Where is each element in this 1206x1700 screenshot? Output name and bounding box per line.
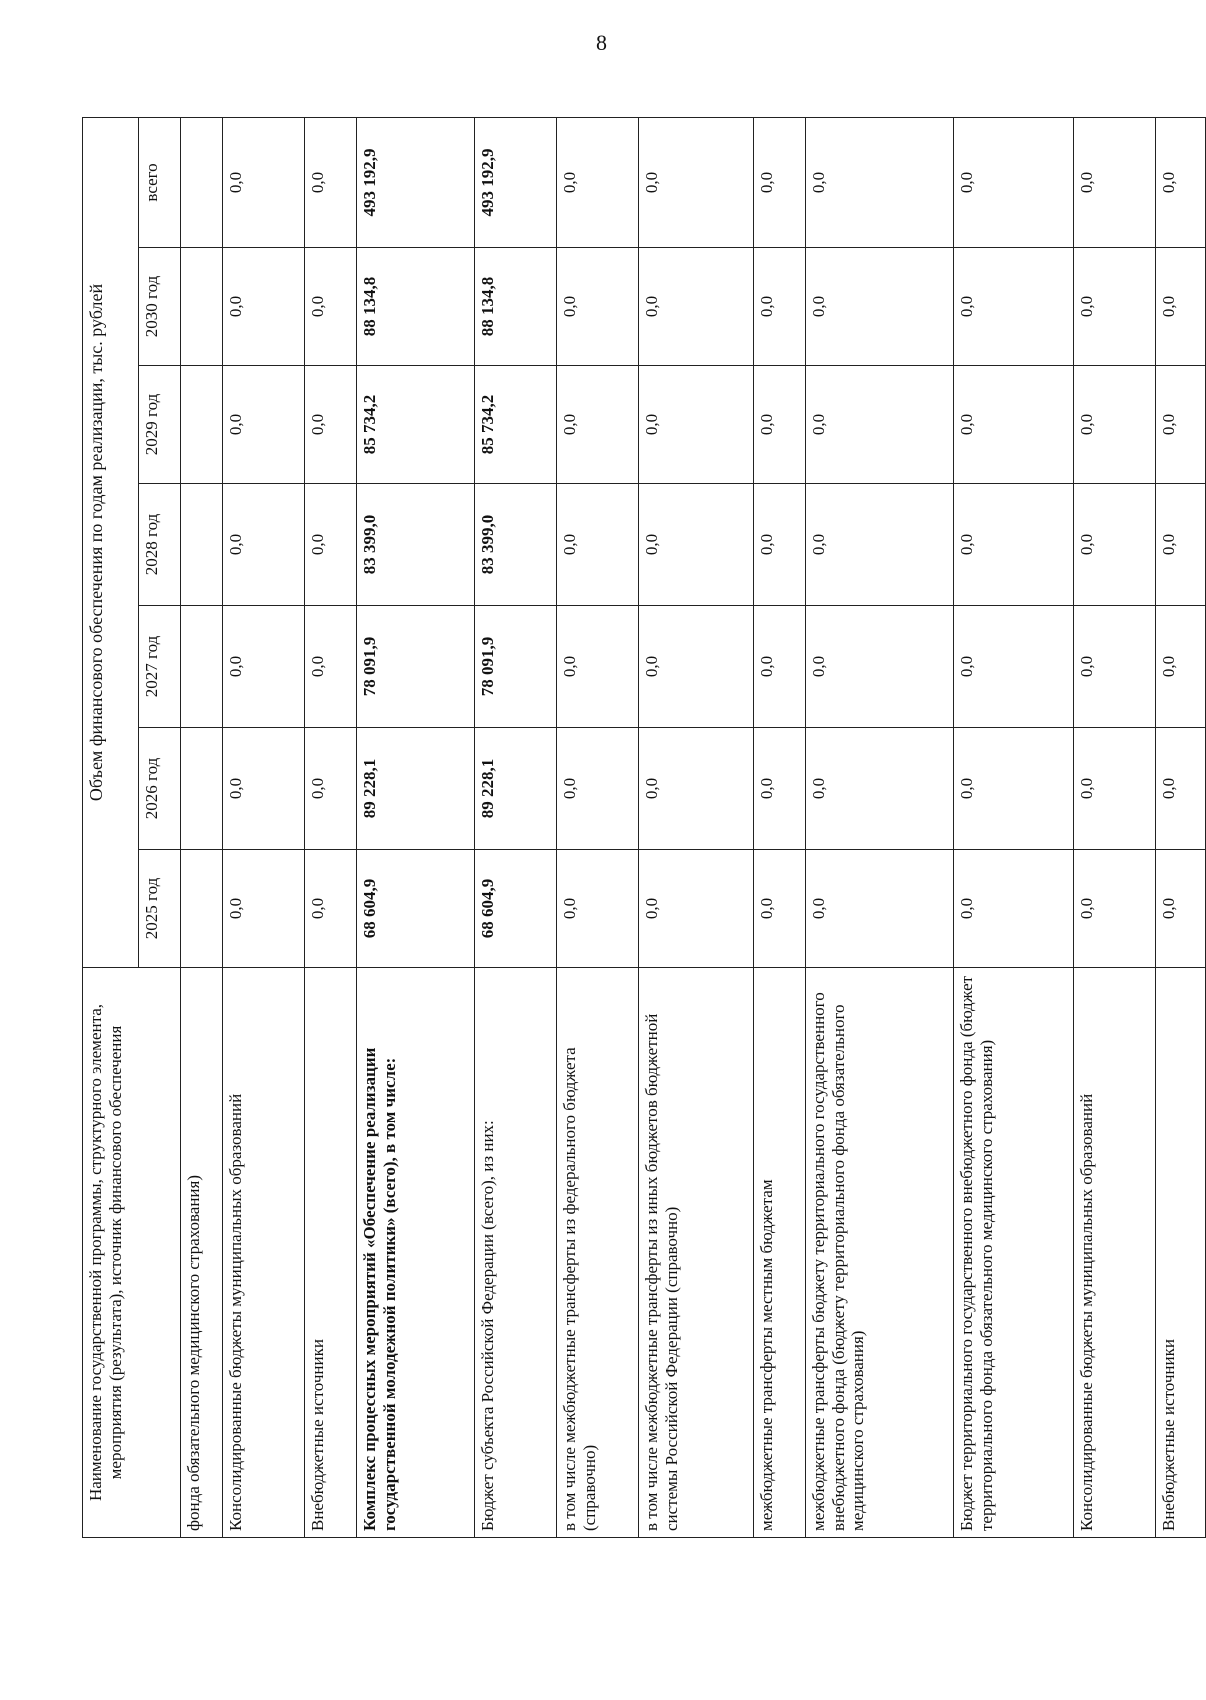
row-value-cell: 0,0 [1156,484,1206,606]
table-row [1156,117,1206,1537]
row-value-cell: 0,0 [305,484,357,606]
row-value-cell: 0,0 [754,366,806,484]
row-value-cell [181,484,223,606]
header-year-2027: 2027 год [139,606,181,728]
row-value-cell: 0,0 [954,484,1074,606]
page-number: 8 [596,30,607,55]
row-value-cell: 0,0 [754,484,806,606]
row-value-cell: 0,0 [754,117,806,247]
row-value-cell [181,606,223,728]
row-value-cell: 0,0 [639,366,754,484]
row-value-cell: 0,0 [557,728,639,850]
row-value-cell: 0,0 [223,606,305,728]
financing-table [82,117,1206,1538]
row-name-cell: Внебюджетные источники [305,968,357,1538]
row-value-cell: 0,0 [223,248,305,366]
row-value-cell: 0,0 [1156,366,1206,484]
header-year-2025: 2025 год [139,850,181,968]
row-value-cell: 0,0 [1074,728,1156,850]
header-year-2029: 2029 год [139,366,181,484]
row-value-cell: 0,0 [305,366,357,484]
row-value-cell: 0,0 [639,850,754,968]
row-value-cell: 0,0 [954,728,1074,850]
row-value-cell: 0,0 [1156,117,1206,247]
row-value-cell: 68 604,9 [357,850,475,968]
row-value-cell [181,728,223,850]
row-name-cell: межбюджетные трансферты местным бюджетам [754,968,806,1538]
row-value-cell: 0,0 [557,484,639,606]
row-value-cell [181,248,223,366]
row-value-cell [181,366,223,484]
row-value-cell: 0,0 [954,606,1074,728]
row-value-cell: 0,0 [954,366,1074,484]
row-value-cell: 0,0 [223,366,305,484]
header-financing-group: Объем финансового обеспечения по годам реализации, тыс. рублей [83,117,139,967]
row-value-cell: 493 192,9 [475,117,557,247]
row-value-cell: 89 228,1 [357,728,475,850]
table-row [1074,117,1156,1537]
row-name-cell: Внебюджетные источники [1156,968,1206,1538]
row-value-cell: 0,0 [1156,606,1206,728]
row-value-cell: 78 091,9 [357,606,475,728]
row-value-cell [181,117,223,247]
row-name-cell: межбюджетные трансферты бюджету территориального государственного внебюджетного фонда (бюджету территориального фонда обязательного медицинского страхования) [806,968,954,1538]
header-total: всего [139,117,181,247]
row-value-cell: 0,0 [806,366,954,484]
row-value-cell: 0,0 [639,728,754,850]
row-value-cell: 83 399,0 [475,484,557,606]
row-value-cell: 0,0 [639,248,754,366]
row-value-cell: 68 604,9 [475,850,557,968]
row-value-cell: 0,0 [1074,850,1156,968]
row-value-cell: 0,0 [754,606,806,728]
table-row [557,117,639,1537]
row-name-cell: Консолидированные бюджеты муниципальных образований [1074,968,1156,1538]
row-value-cell: 85 734,2 [475,366,557,484]
row-value-cell: 0,0 [1156,850,1206,968]
table-row [223,117,305,1537]
row-name-cell: фонда обязательного медицинского страхования) [181,968,223,1538]
row-name-cell: Комплекс процессных мероприятий «Обеспечение реализации государственной молодежной политики» (всего), в том числе: [357,968,475,1538]
row-value-cell: 0,0 [806,248,954,366]
row-value-cell: 0,0 [557,248,639,366]
table-row [357,117,475,1537]
row-name-cell: Консолидированные бюджеты муниципальных образований [223,968,305,1538]
row-value-cell: 83 399,0 [357,484,475,606]
row-value-cell: 85 734,2 [357,366,475,484]
header-year-2026: 2026 год [139,728,181,850]
table-row [475,117,557,1537]
row-value-cell: 0,0 [639,606,754,728]
row-value-cell: 0,0 [557,117,639,247]
table-row [954,117,1074,1537]
row-value-cell: 0,0 [223,117,305,247]
table-row [639,117,754,1537]
table-frame [82,118,1178,1538]
row-value-cell: 0,0 [305,728,357,850]
row-value-cell: 88 134,8 [475,248,557,366]
header-row-group [83,117,139,1537]
table-body [181,117,1206,1537]
row-value-cell: 0,0 [754,850,806,968]
row-value-cell: 0,0 [806,484,954,606]
row-value-cell: 0,0 [305,850,357,968]
table-row [305,117,357,1537]
row-value-cell: 0,0 [305,248,357,366]
row-value-cell: 0,0 [223,484,305,606]
row-value-cell: 0,0 [954,117,1074,247]
row-value-cell: 0,0 [1156,248,1206,366]
row-value-cell: 88 134,8 [357,248,475,366]
table-row [181,117,223,1537]
row-value-cell: 0,0 [1074,117,1156,247]
row-value-cell: 0,0 [806,728,954,850]
table-row [754,117,806,1537]
row-value-cell: 0,0 [806,606,954,728]
row-value-cell: 0,0 [806,117,954,247]
row-value-cell: 0,0 [639,484,754,606]
header-year-2028: 2028 год [139,484,181,606]
row-value-cell: 0,0 [754,248,806,366]
row-value-cell: 0,0 [223,850,305,968]
row-name-cell: Бюджет субъекта Российской Федерации (всего), из них: [475,968,557,1538]
row-value-cell: 0,0 [557,366,639,484]
row-value-cell: 89 228,1 [475,728,557,850]
row-name-cell: в том числе межбюджетные трансферты из иных бюджетов бюджетной системы Российской Федерации (справочно) [639,968,754,1538]
rotated-table-container [82,118,1178,1538]
row-name-cell: в том числе межбюджетные трансферты из федерального бюджета (справочно) [557,968,639,1538]
row-value-cell: 0,0 [1074,484,1156,606]
row-value-cell: 0,0 [954,248,1074,366]
row-value-cell: 0,0 [806,850,954,968]
row-value-cell: 0,0 [1074,606,1156,728]
row-value-cell: 0,0 [1074,248,1156,366]
row-value-cell: 0,0 [305,606,357,728]
row-value-cell: 0,0 [557,850,639,968]
row-value-cell: 0,0 [639,117,754,247]
header-name-column: Наименование государственной программы, структурного элемента, мероприятия (результата), источник финансового обеспечения [83,968,181,1538]
row-name-cell: Бюджет территориального государственного внебюджетного фонда (бюджет территориального фонда обязательного медицинского страхования) [954,968,1074,1538]
row-value-cell [181,850,223,968]
row-value-cell: 493 192,9 [357,117,475,247]
row-value-cell: 0,0 [954,850,1074,968]
row-value-cell: 0,0 [305,117,357,247]
row-value-cell: 0,0 [557,606,639,728]
row-value-cell: 78 091,9 [475,606,557,728]
row-value-cell: 0,0 [754,728,806,850]
table-row [806,117,954,1537]
header-year-2030: 2030 год [139,248,181,366]
row-value-cell: 0,0 [1074,366,1156,484]
row-value-cell: 0,0 [1156,728,1206,850]
row-value-cell: 0,0 [223,728,305,850]
